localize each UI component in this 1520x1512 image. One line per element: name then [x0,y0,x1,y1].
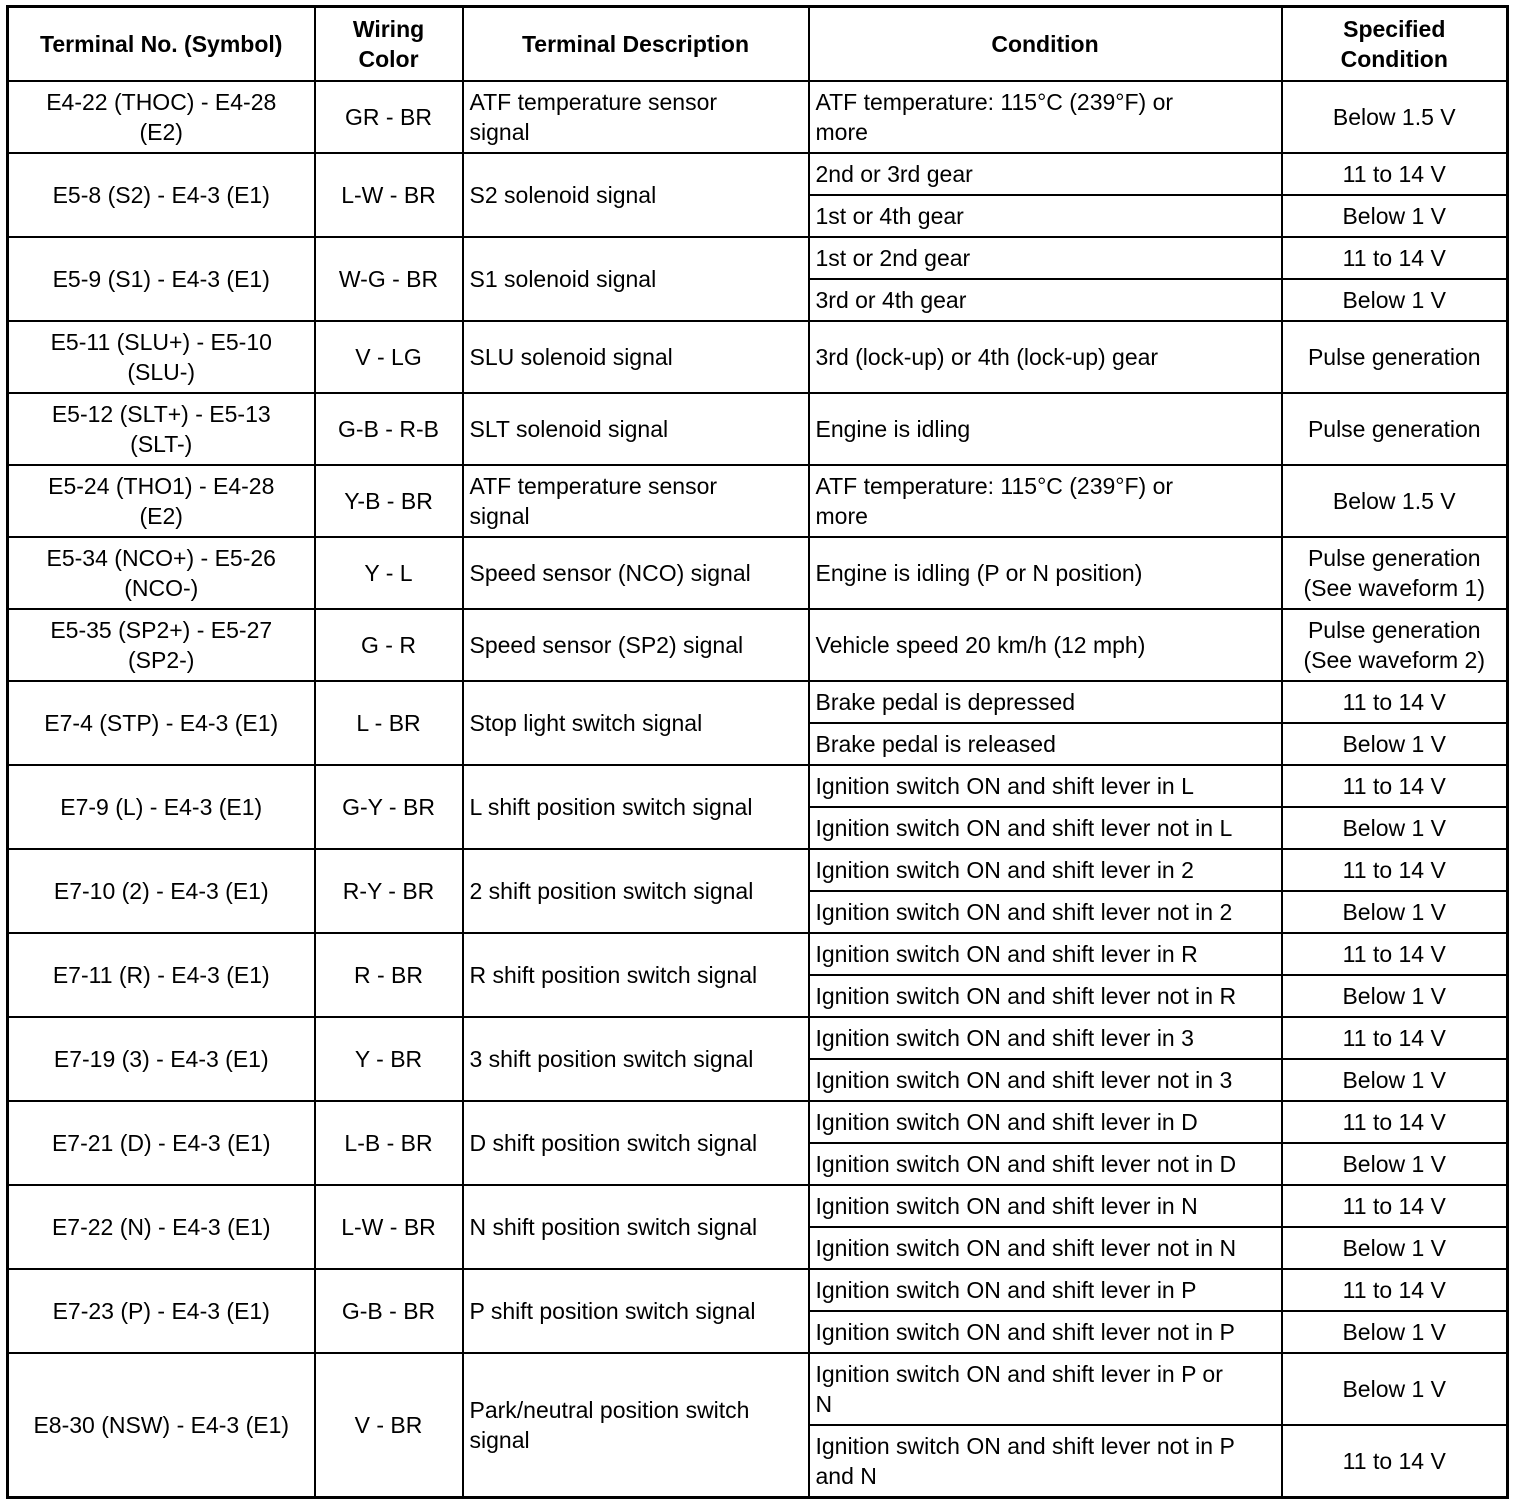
table-row [8,81,1508,153]
condition-cell: Ignition switch ON and shift lever in L [809,765,1282,807]
wiring-color-cell: R - BR [315,933,463,1017]
wiring-color-cell: V - BR [315,1353,463,1498]
terminal-cell: E7-19 (3) - E4-3 (E1) [8,1017,315,1101]
specified-condition-cell: Below 1 V [1282,279,1508,321]
wiring-color-cell: W-G - BR [315,237,463,321]
terminal-description-cell: P shift position switch signal [463,1269,809,1353]
terminal-cell: E7-21 (D) - E4-3 (E1) [8,1101,315,1185]
condition-cell: 1st or 4th gear [809,195,1282,237]
terminal-description-cell: 3 shift position switch signal [463,1017,809,1101]
specified-condition-cell: Below 1 V [1282,1143,1508,1185]
specified-condition-cell: 11 to 14 V [1282,237,1508,279]
terminal-spec-table [6,5,1509,1499]
table-row [8,609,1508,681]
terminal-cell: E5-11 (SLU+) - E5-10 (SLU-) [8,321,315,393]
specified-condition-cell: Below 1 V [1282,1059,1508,1101]
table-body [8,81,1508,1498]
wiring-color-cell: G-B - R-B [315,393,463,465]
condition-cell: Ignition switch ON and shift lever in D [809,1101,1282,1143]
terminal-description-cell: S1 solenoid signal [463,237,809,321]
terminal-cell: E5-34 (NCO+) - E5-26 (NCO-) [8,537,315,609]
condition-cell: Brake pedal is depressed [809,681,1282,723]
condition-cell: 1st or 2nd gear [809,237,1282,279]
condition-cell: Ignition switch ON and shift lever not in 2 [809,891,1282,933]
condition-cell: Ignition switch ON and shift lever in 2 [809,849,1282,891]
table-row [8,765,1508,807]
condition-cell: Ignition switch ON and shift lever not in L [809,807,1282,849]
condition-cell: Ignition switch ON and shift lever in P or N [809,1353,1282,1425]
terminal-description-cell: SLT solenoid signal [463,393,809,465]
wiring-color-cell: L-W - BR [315,153,463,237]
condition-cell: Ignition switch ON and shift lever in R [809,933,1282,975]
header-terminal: Terminal No. (Symbol) [8,7,315,82]
specified-condition-cell: 11 to 14 V [1282,933,1508,975]
specified-condition-cell: 11 to 14 V [1282,1269,1508,1311]
terminal-description-cell: ATF temperature sensor signal [463,465,809,537]
terminal-cell: E7-9 (L) - E4-3 (E1) [8,765,315,849]
terminal-description-cell: SLU solenoid signal [463,321,809,393]
condition-cell: Ignition switch ON and shift lever in 3 [809,1017,1282,1059]
header-row [8,7,1508,82]
wiring-color-cell: L-W - BR [315,1185,463,1269]
wiring-color-cell: G - R [315,609,463,681]
specified-condition-cell: Pulse generation (See waveform 2) [1282,609,1508,681]
specified-condition-cell: 11 to 14 V [1282,1017,1508,1059]
wiring-color-cell: Y-B - BR [315,465,463,537]
specified-condition-cell: 11 to 14 V [1282,681,1508,723]
wiring-color-cell: V - LG [315,321,463,393]
wiring-color-cell: GR - BR [315,81,463,153]
wiring-color-cell: L-B - BR [315,1101,463,1185]
wiring-color-cell: Y - L [315,537,463,609]
specified-condition-cell: Below 1 V [1282,807,1508,849]
header-terminal-description: Terminal Description [463,7,809,82]
specified-condition-cell: Below 1 V [1282,1311,1508,1353]
table-row [8,153,1508,195]
specified-condition-cell: 11 to 14 V [1282,1425,1508,1498]
condition-cell: Ignition switch ON and shift lever in N [809,1185,1282,1227]
table-row [8,465,1508,537]
terminal-cell: E7-10 (2) - E4-3 (E1) [8,849,315,933]
terminal-description-cell: N shift position switch signal [463,1185,809,1269]
wiring-color-cell: L - BR [315,681,463,765]
wiring-color-cell: R-Y - BR [315,849,463,933]
terminal-description-cell: ATF temperature sensor signal [463,81,809,153]
terminal-description-cell: D shift position switch signal [463,1101,809,1185]
condition-cell: Ignition switch ON and shift lever not in N [809,1227,1282,1269]
condition-cell: Vehicle speed 20 km/h (12 mph) [809,609,1282,681]
condition-cell: Ignition switch ON and shift lever not in P [809,1311,1282,1353]
condition-cell: 2nd or 3rd gear [809,153,1282,195]
condition-cell: Ignition switch ON and shift lever not in 3 [809,1059,1282,1101]
wiring-color-cell: Y - BR [315,1017,463,1101]
terminal-cell: E7-11 (R) - E4-3 (E1) [8,933,315,1017]
condition-cell: ATF temperature: 115°C (239°F) or more [809,81,1282,153]
header-condition: Condition [809,7,1282,82]
specified-condition-cell: Below 1 V [1282,1227,1508,1269]
terminal-cell: E7-23 (P) - E4-3 (E1) [8,1269,315,1353]
table-row [8,321,1508,393]
specified-condition-cell: Below 1 V [1282,723,1508,765]
specified-condition-cell: 11 to 14 V [1282,849,1508,891]
terminal-cell: E5-35 (SP2+) - E5-27 (SP2-) [8,609,315,681]
specified-condition-cell: 11 to 14 V [1282,153,1508,195]
condition-cell: Engine is idling (P or N position) [809,537,1282,609]
specified-condition-cell: 11 to 14 V [1282,1101,1508,1143]
terminal-cell: E4-22 (THOC) - E4-28 (E2) [8,81,315,153]
specified-condition-cell: Below 1 V [1282,975,1508,1017]
table-row [8,537,1508,609]
specified-condition-cell: Below 1.5 V [1282,81,1508,153]
table-row [8,1185,1508,1227]
table-row [8,1017,1508,1059]
terminal-description-cell: Stop light switch signal [463,681,809,765]
terminal-cell: E7-22 (N) - E4-3 (E1) [8,1185,315,1269]
table-row [8,1101,1508,1143]
wiring-color-cell: G-B - BR [315,1269,463,1353]
header-specified-condition: Specified Condition [1282,7,1508,82]
terminal-cell: E5-24 (THO1) - E4-28 (E2) [8,465,315,537]
specified-condition-cell: 11 to 14 V [1282,1185,1508,1227]
terminal-cell: E5-9 (S1) - E4-3 (E1) [8,237,315,321]
condition-cell: Ignition switch ON and shift lever not in P and N [809,1425,1282,1498]
terminal-description-cell: Speed sensor (NCO) signal [463,537,809,609]
condition-cell: Ignition switch ON and shift lever not in D [809,1143,1282,1185]
wiring-color-cell: G-Y - BR [315,765,463,849]
condition-cell: ATF temperature: 115°C (239°F) or more [809,465,1282,537]
header-wiring-color: Wiring Color [315,7,463,82]
specified-condition-cell: Below 1.5 V [1282,465,1508,537]
condition-cell: Brake pedal is released [809,723,1282,765]
table-row [8,237,1508,279]
terminal-description-cell: S2 solenoid signal [463,153,809,237]
terminal-description-cell: Park/neutral position switch signal [463,1353,809,1498]
specified-condition-cell: Below 1 V [1282,1353,1508,1425]
terminal-description-cell: R shift position switch signal [463,933,809,1017]
condition-cell: 3rd (lock-up) or 4th (lock-up) gear [809,321,1282,393]
terminal-cell: E5-12 (SLT+) - E5-13 (SLT-) [8,393,315,465]
condition-cell: Engine is idling [809,393,1282,465]
terminal-cell: E5-8 (S2) - E4-3 (E1) [8,153,315,237]
table-header [8,7,1508,82]
condition-cell: 3rd or 4th gear [809,279,1282,321]
table-row [8,849,1508,891]
terminal-cell: E7-4 (STP) - E4-3 (E1) [8,681,315,765]
specified-condition-cell: Pulse generation [1282,393,1508,465]
table-row [8,681,1508,723]
terminal-cell: E8-30 (NSW) - E4-3 (E1) [8,1353,315,1498]
table-row [8,1269,1508,1311]
table-row [8,933,1508,975]
specified-condition-cell: Pulse generation [1282,321,1508,393]
table-row [8,1353,1508,1425]
specified-condition-cell: Below 1 V [1282,891,1508,933]
terminal-description-cell: L shift position switch signal [463,765,809,849]
terminal-description-cell: Speed sensor (SP2) signal [463,609,809,681]
table-row [8,393,1508,465]
condition-cell: Ignition switch ON and shift lever in P [809,1269,1282,1311]
condition-cell: Ignition switch ON and shift lever not in R [809,975,1282,1017]
terminal-description-cell: 2 shift position switch signal [463,849,809,933]
specified-condition-cell: Below 1 V [1282,195,1508,237]
specified-condition-cell: 11 to 14 V [1282,765,1508,807]
specified-condition-cell: Pulse generation (See waveform 1) [1282,537,1508,609]
